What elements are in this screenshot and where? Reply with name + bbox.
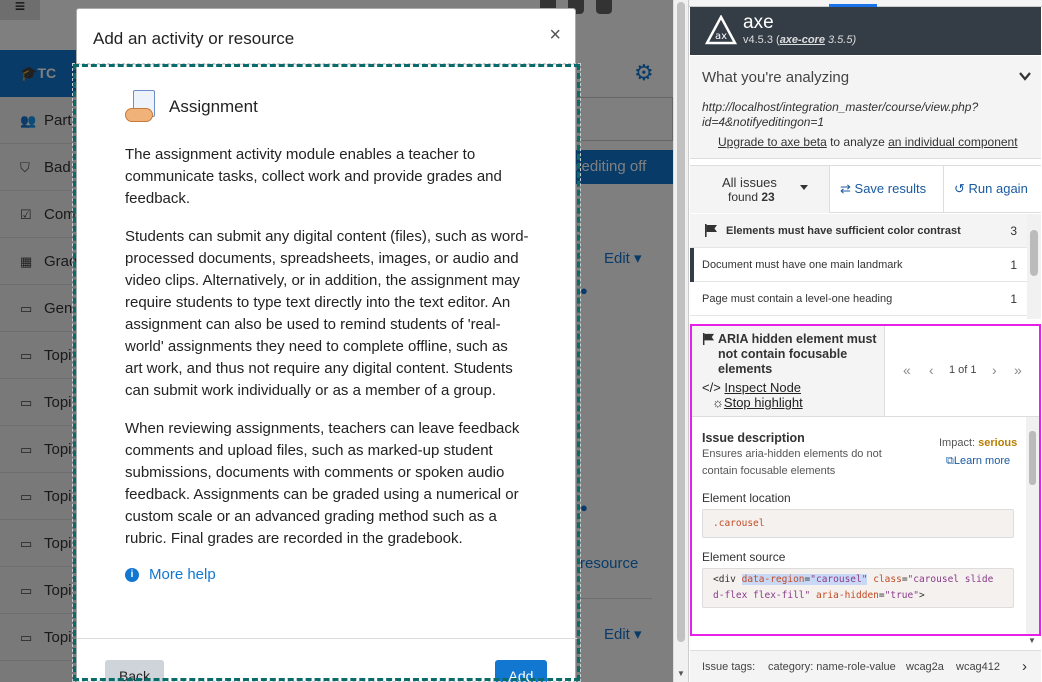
description-paragraph: When reviewing assignments, teachers can leave feedback comments and upload files, such as marked-up student submissions, documents with comments or spoken audio feedback. Assignments can be graded using a numerical or custom scale or an advanced grading method such as a rubric. Final grades are recorded in the gradebook.	[125, 420, 520, 547]
refresh-icon: ↺	[954, 181, 965, 196]
svg-text:ax: ax	[714, 31, 728, 42]
activity-description	[125, 144, 529, 550]
issue-tag: wcag2a	[906, 661, 944, 673]
back-button[interactable]: Back	[105, 660, 164, 682]
activity-name: Assignment	[169, 97, 258, 116]
analyzed-url: http://localhost/integration_master/course/view.php?id=4&notifyeditingon=1	[702, 100, 979, 129]
upgrade-link[interactable]: Upgrade to axe beta	[718, 135, 827, 149]
scrollbar-thumb[interactable]	[1030, 230, 1038, 276]
issues-filter-dropdown[interactable]: All issues found 23	[690, 166, 830, 213]
axe-core-link[interactable]: axe-core	[779, 34, 825, 46]
devtools-tabbar	[689, 0, 1042, 7]
close-button[interactable]: ×	[549, 24, 561, 46]
analyzing-title: What you're analyzing	[702, 69, 850, 86]
more-help-link[interactable]: i More help	[125, 566, 529, 583]
activity-chooser-modal	[76, 8, 576, 682]
modal-body	[77, 65, 577, 639]
axe-devtools-panel	[688, 0, 1042, 682]
code-icon: </>	[702, 380, 721, 395]
issue-detail-summary	[692, 326, 885, 416]
element-source-label: Element source	[702, 550, 786, 564]
modal-title: Add an activity or resource	[93, 29, 295, 48]
scroll-down-arrow[interactable]: ▼	[1028, 636, 1036, 645]
pager-text: 1 of 1	[949, 364, 977, 376]
component-link[interactable]: an individual component	[888, 135, 1018, 149]
detail-scrollbar[interactable]	[1026, 417, 1039, 634]
issue-tags-label: Issue tags:	[702, 661, 756, 673]
issue-tag: wcag412	[956, 661, 1001, 673]
issue-row[interactable]: Elements must have sufficient color contrast 3	[690, 214, 1027, 248]
issue-list-scrollbar[interactable]	[1027, 214, 1041, 319]
upgrade-note: Upgrade to axe beta to analyze an individual component	[718, 135, 1018, 149]
issue-title: ARIA hidden element must not contain focusable elements	[718, 332, 877, 376]
activity-header	[125, 89, 529, 125]
assignment-icon-hand	[125, 108, 153, 122]
learn-more-link[interactable]: ⧉Learn more	[946, 455, 1011, 467]
flag-icon	[704, 224, 718, 237]
chevron-right-icon[interactable]: ›	[1022, 658, 1027, 675]
scrollbar-thumb[interactable]	[1029, 431, 1036, 485]
issue-tags-bar	[690, 650, 1041, 682]
axe-header	[690, 7, 1041, 55]
issue-list	[690, 214, 1041, 319]
issue-detail-header	[692, 326, 1039, 417]
scroll-down-arrow[interactable]: ▼	[677, 669, 685, 678]
chevron-down-icon[interactable]	[1019, 70, 1031, 82]
issue-row[interactable]: Page must contain a level-one heading 1	[690, 282, 1027, 316]
stop-highlight-button[interactable]: ☼Stop highlight	[712, 395, 803, 410]
axe-title: axe	[743, 12, 774, 33]
issue-detail-panel	[690, 324, 1041, 636]
element-source-code: <div data-region="carousel" class="carousel slide d-flex flex-fill" aria-hidden="true">	[702, 568, 1014, 608]
inspect-node-button[interactable]: </> Inspect Node	[702, 380, 802, 395]
impact-label: Impact: serious	[939, 437, 1018, 449]
first-page-icon[interactable]: «	[903, 362, 911, 378]
previous-page-icon[interactable]: ‹	[929, 362, 934, 378]
save-icon: ⇄	[840, 181, 851, 196]
modal-footer	[77, 638, 577, 682]
element-location-label: Element location	[702, 491, 791, 505]
axe-version: v4.5.3 (axe-core 3.5.5)	[743, 34, 857, 46]
save-results-button[interactable]: ⇄ Save results	[830, 166, 944, 213]
add-button[interactable]: Add	[495, 660, 547, 682]
info-icon: i	[125, 568, 139, 582]
highlight-icon: ☼	[712, 395, 724, 410]
caret-down-icon	[800, 185, 808, 190]
page-scrollbar[interactable]	[673, 0, 688, 682]
flag-icon	[702, 333, 715, 345]
element-location-value: .carousel	[702, 509, 1014, 538]
run-again-button[interactable]: ↺ Run again	[954, 181, 1028, 196]
assignment-icon	[125, 90, 159, 124]
issue-detail-body	[692, 417, 1039, 634]
last-page-icon[interactable]: »	[1014, 362, 1022, 378]
analyzing-section	[690, 56, 1041, 159]
modal-header	[77, 9, 575, 65]
issue-row[interactable]: Document must have one main landmark 1	[690, 248, 1027, 282]
issue-tag: category: name-role-value	[768, 661, 896, 673]
next-page-icon[interactable]: ›	[992, 362, 997, 378]
external-link-icon: ⧉	[946, 455, 954, 467]
description-paragraph: The assignment activity module enables a teacher to communicate tasks, collect work and provide grades and feedback.	[125, 146, 502, 207]
axe-logo-icon	[705, 15, 737, 45]
scrollbar-thumb[interactable]	[677, 2, 685, 642]
results-summary-bar	[690, 165, 1041, 213]
issue-description-label: Issue description	[702, 431, 805, 445]
description-paragraph: Students can submit any digital content (files), such as word-processed documents, spreadsheets, images, or audio and video clips. Alternatively, or in addition, the assignment may require students to type text directly into the text editor. An assignment can also be used to remind students of 'real-world' assignments they need to complete offline, such as art work, and thus not require any digital content. Students can submit work individually or as a member of a group.	[125, 228, 529, 399]
issue-description: Ensures aria-hidden elements do not contain focusable elements	[702, 448, 882, 477]
